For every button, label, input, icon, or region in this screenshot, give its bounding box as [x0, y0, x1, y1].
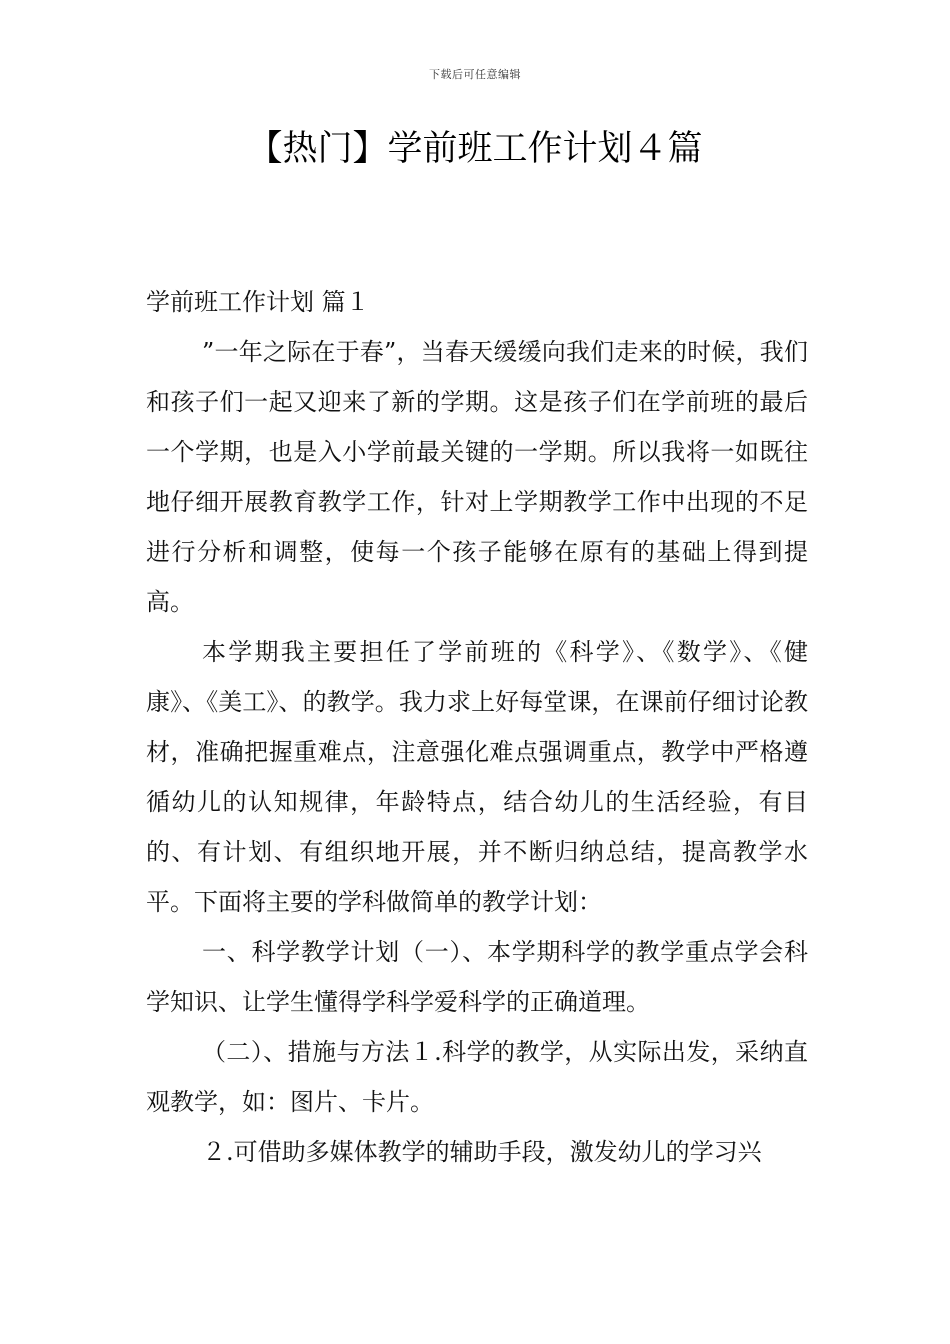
paragraph-subjects: 本学期我主要担任了学前班的《科学》、《数学》、《健康》、《美工》、的教学。我力求上好每堂课，在课前仔细讨论教材，准确把握重难点，注意强化难点强调重点，教学中严格遵循幼儿的认知规律，年龄特点，结合幼儿的生活经验，有目的、有计划、有组织地开展，并不断归纳总结，提高教学水平。下面将主要的学科做简单的教学计划： — [146, 638, 808, 916]
header-note: 下载后可任意编辑 — [429, 68, 521, 81]
paragraph-measures: （二）、措施与方法１.科学的教学，从实际出发，采纳直观教学，如：图片、卡片。 — [146, 1038, 808, 1116]
document-title: 【热门】学前班工作计划４篇 — [247, 129, 703, 169]
paragraph-multimedia: ２.可借助多媒体教学的辅助手段，激发幼儿的学习兴 — [202, 1138, 762, 1166]
paragraph-science-plan: 一、科学教学计划（一）、本学期科学的教学重点学会科学知识、让学生懂得学科学爱科学的正确道理。 — [146, 938, 808, 1016]
section-heading: 学前班工作计划 篇１ — [146, 288, 370, 316]
paragraph-intro: ”一年之际在于春”，当春天缓缓向我们走来的时候，我们和孩子们一起又迎来了新的学期。这是孩子们在学前班的最后一个学期，也是入小学前最关键的一学期。所以我将一如既往地仔细开展教育教学工作，针对上学期教学工作中出现的不足进行分析和调整，使每一个孩子能够在原有的基础上得到提高。 — [146, 338, 808, 616]
document-body — [146, 277, 808, 1177]
